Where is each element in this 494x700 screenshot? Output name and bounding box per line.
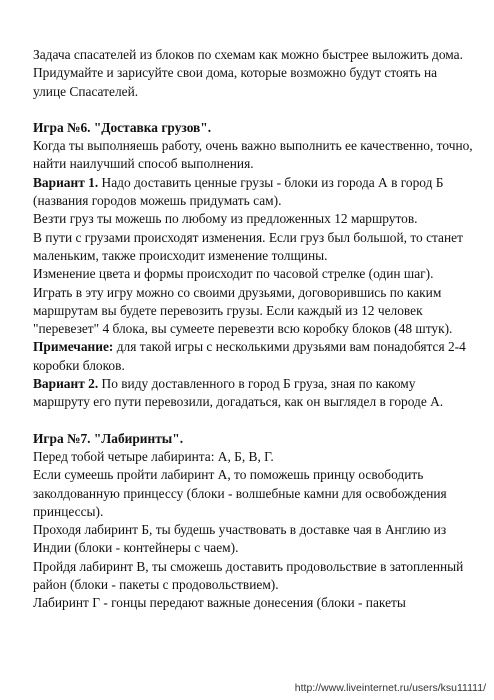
game6-variant1 bbox=[33, 174, 473, 211]
intro-paragraph: Задача спасателей из блоков по схемам как можно быстрее выложить дома. Придумайте и зарисуйте свои дома, которые возможно будут стоять на улице Спасателей. bbox=[33, 47, 463, 99]
variant2-label: Вариант 2. bbox=[33, 376, 99, 392]
game6-paragraph-5: Играть в эту игру можно со своими друзьями, договорившись по каким маршрутам вы будете перевозить грузы. Если каждый из 12 человек "перевезет" 4 блока, вы сумеете перевезти всю коробку блоков (48 штук). bbox=[33, 284, 453, 337]
game6-note bbox=[33, 338, 473, 375]
game7-paragraph-2: Если сумеешь пройти лабиринт А, то поможешь принцу освободить заколдованную принцессу (блоки - волшебные камни для освобождения принцессы). bbox=[33, 467, 447, 519]
game6-paragraph-3: В пути с грузами происходят изменения. Если груз был большой, то станет маленьким, также происходит изменение толщины. bbox=[33, 229, 463, 263]
game6-paragraph-4: Изменение цвета и формы происходит по часовой стрелке (один шаг). bbox=[33, 266, 434, 282]
game7-paragraph-3: Проходя лабиринт Б, ты будешь участвовать в доставке чая в Англию из Индии (блоки - контейнеры с чаем). bbox=[33, 522, 447, 556]
variant2-text: По виду доставленного в город Б груза, зная по какому маршруту его пути перевозили, догадаться, как он выглядел в городе А. bbox=[33, 376, 444, 410]
game7-paragraph-5: Лабиринт Г - гонцы передают важные донесения (блоки - пакеты bbox=[33, 595, 406, 611]
game7-paragraph-4: Пройдя лабиринт В, ты сможешь доставить продовольствие в затопленный район (блоки - пакеты с продовольствием). bbox=[33, 558, 464, 593]
game6-paragraph-1: Когда ты выполняешь работу, очень важно выполнить ее качественно, точно, найти наилучший способ выполнения. bbox=[33, 138, 473, 172]
game7-heading: Игра №7. "Лабиринты". bbox=[33, 430, 184, 446]
game7-paragraph-1: Перед тобой четыре лабиринта: А, Б, В, Г. bbox=[33, 448, 274, 464]
document-page bbox=[33, 46, 473, 613]
variant1-label: Вариант 1. bbox=[33, 174, 99, 190]
game6-heading: Игра №6. "Доставка грузов". bbox=[33, 119, 212, 135]
game6-variant2 bbox=[33, 375, 473, 412]
note-text: для такой игры с несколькими друзьями вам понадобятся 2-4 коробки блоков. bbox=[33, 339, 466, 373]
variant1-text: Надо доставить ценные грузы - блоки из города А в город Б (названия городов можешь придумать сам). bbox=[33, 174, 444, 209]
source-url-watermark: http://www.liveinternet.ru/users/ksu11111/ bbox=[294, 682, 486, 694]
game6-paragraph-2: Везти груз ты можешь по любому из предложенных 12 маршрутов. bbox=[33, 211, 418, 227]
note-label: Примечание: bbox=[33, 339, 114, 355]
